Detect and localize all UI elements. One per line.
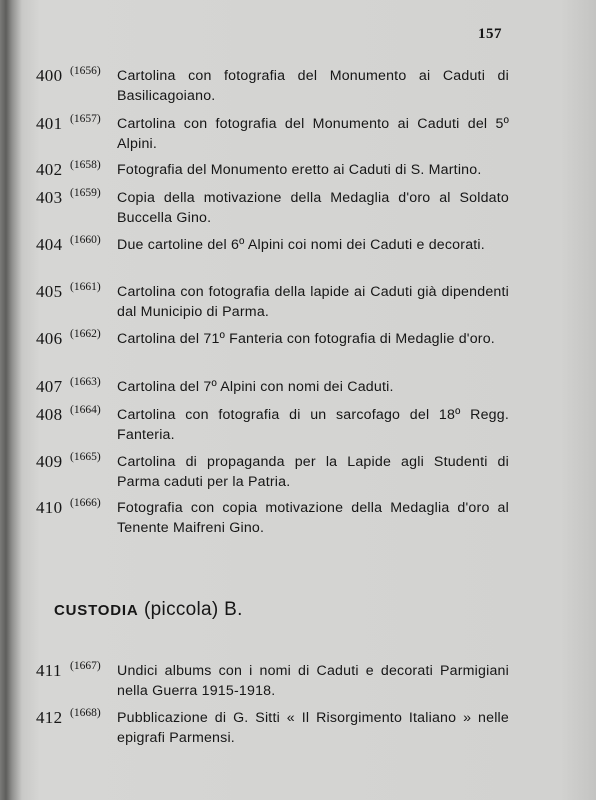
entry-description: Cartolina con fotografia del Monumento ai Caduti del 5º Alpini.: [117, 116, 509, 152]
entry-description: Fotografia con copia motivazione della Medaglia d'oro al Tenente Maifreni Gino.: [117, 500, 509, 536]
entry-number: 405: [36, 282, 63, 301]
entry-number: 407: [36, 377, 63, 396]
entry-inventory-number: (1660): [70, 234, 101, 246]
entry-number: 412: [36, 708, 63, 727]
entry-description: Cartolina con fotografia della lapide ai Caduti già dipendenti dal Municipio di Parma.: [117, 284, 509, 320]
section-heading-caps: CUSTODIA: [54, 602, 139, 619]
entry-description: Undici albums con i nomi di Caduti e decorati Parmigiani nella Guerra 1915-1918.: [117, 663, 509, 699]
entry-description: Fotografia del Monumento eretto ai Caduti di S. Martino.: [117, 162, 482, 178]
entry-inventory-number: (1661): [70, 281, 101, 293]
entry-description: Cartolina del 7º Alpini con nomi dei Caduti.: [117, 379, 394, 395]
entry-number: 410: [36, 498, 63, 517]
entry-inventory-number: (1666): [70, 497, 101, 509]
entry-number: 408: [36, 405, 63, 424]
entry-number: 404: [36, 235, 63, 254]
entry-number: 411: [36, 661, 62, 680]
section-heading-rest: (piccola) B.: [138, 599, 243, 620]
section-heading: [54, 599, 243, 621]
entry-description: Cartolina del 71º Fanteria con fotografia di Medaglie d'oro.: [117, 331, 495, 347]
entry-description: Cartolina con fotografia del Monumento ai Caduti di Basilicagoiano.: [117, 68, 509, 104]
entry-inventory-number: (1656): [70, 65, 101, 77]
entry-number: 403: [36, 188, 63, 207]
page-number: 157: [478, 26, 502, 42]
entry-inventory-number: (1658): [70, 159, 101, 171]
entry-inventory-number: (1657): [70, 113, 101, 125]
entry-inventory-number: (1662): [70, 328, 101, 340]
entry-inventory-number: (1659): [70, 187, 101, 199]
entry-number: 401: [36, 114, 63, 133]
entry-inventory-number: (1664): [70, 404, 101, 416]
entry-description: Copia della motivazione della Medaglia d'oro al Soldato Buccella Gino.: [117, 190, 509, 226]
entry-description: Due cartoline del 6º Alpini coi nomi dei Caduti e decorati.: [117, 237, 485, 253]
entry-inventory-number: (1668): [70, 707, 101, 719]
entry-number: 409: [36, 452, 63, 471]
entry-number: 402: [36, 160, 63, 179]
entry-description: Pubblicazione di G. Sitti « Il Risorgimento Italiano » nelle epigrafi Parmensi.: [117, 710, 509, 746]
entry-number: 406: [36, 329, 63, 348]
entry-inventory-number: (1665): [70, 451, 101, 463]
entry-number: 400: [36, 66, 63, 85]
entry-description: Cartolina con fotografia di un sarcofago del 18º Regg. Fanteria.: [117, 407, 509, 443]
entry-inventory-number: (1667): [70, 660, 101, 672]
entry-description: Cartolina di propaganda per la Lapide agli Studenti di Parma caduti per la Patria.: [117, 454, 509, 490]
entry-inventory-number: (1663): [70, 376, 101, 388]
